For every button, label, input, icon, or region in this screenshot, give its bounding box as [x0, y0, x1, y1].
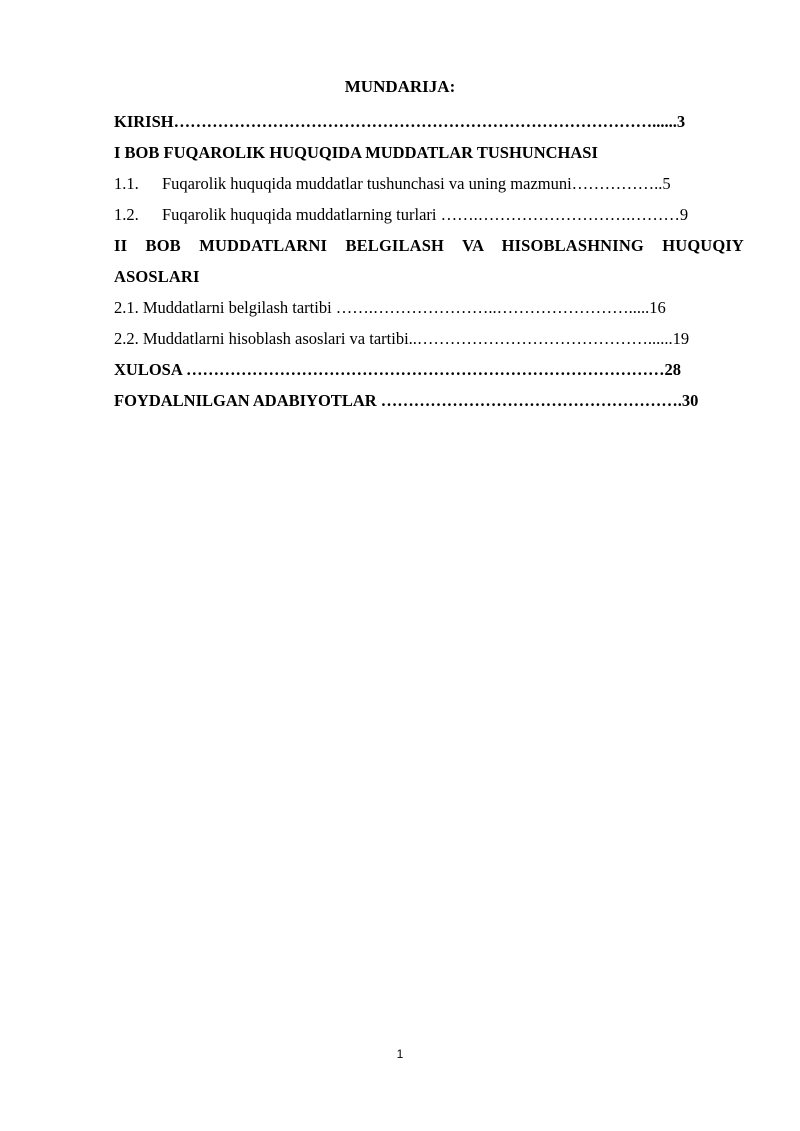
- toc-chapter-2-heading-line2: ASOSLARI: [114, 267, 200, 286]
- page-title: MUNDARIJA:: [344, 77, 456, 96]
- toc-chapter-1-heading: I BOB FUQAROLIK HUQUQIDA MUDDATLAR TUSHUNCHASI: [114, 143, 598, 162]
- toc-entry-1-2: [114, 199, 744, 230]
- toc-entry-1-1: [114, 168, 744, 199]
- toc-entry-number: 1.2.: [114, 205, 139, 224]
- toc-entry-2-2: 2.2. Muddatlarni hisoblash asoslari va tartibi..……………………………………......19: [114, 329, 690, 348]
- page-number: 1: [396, 1047, 404, 1061]
- toc-entry-adabiyotlar: FOYDALNILGAN ADABIYOTLAR ……………………………………………….30: [114, 391, 699, 410]
- toc-entry-2-1: 2.1. Muddatlarni belgilash tartibi …….…………………..…………………….....16: [114, 298, 666, 317]
- toc-entry-label: Fuqarolik huquqida muddatlar tushunchasi va uning mazmuni……………..5: [162, 174, 671, 193]
- toc-entry-xulosa: XULOSA ……………………………………………………………………………28: [114, 360, 681, 379]
- table-of-contents: [114, 106, 744, 416]
- toc-chapter-2-heading-line1: II BOB MUDDATLARNI BELGILASH VA HISOBLASHNING HUQUQIY: [114, 236, 744, 255]
- toc-entry-number: 1.1.: [114, 174, 139, 193]
- toc-chapter-2-heading: [114, 230, 744, 292]
- toc-entry-label: Fuqarolik huquqida muddatlarning turlari …….……………………….………9: [162, 205, 689, 224]
- toc-entry-kirish: KIRISH……………………………………………………………………………......3: [114, 112, 686, 131]
